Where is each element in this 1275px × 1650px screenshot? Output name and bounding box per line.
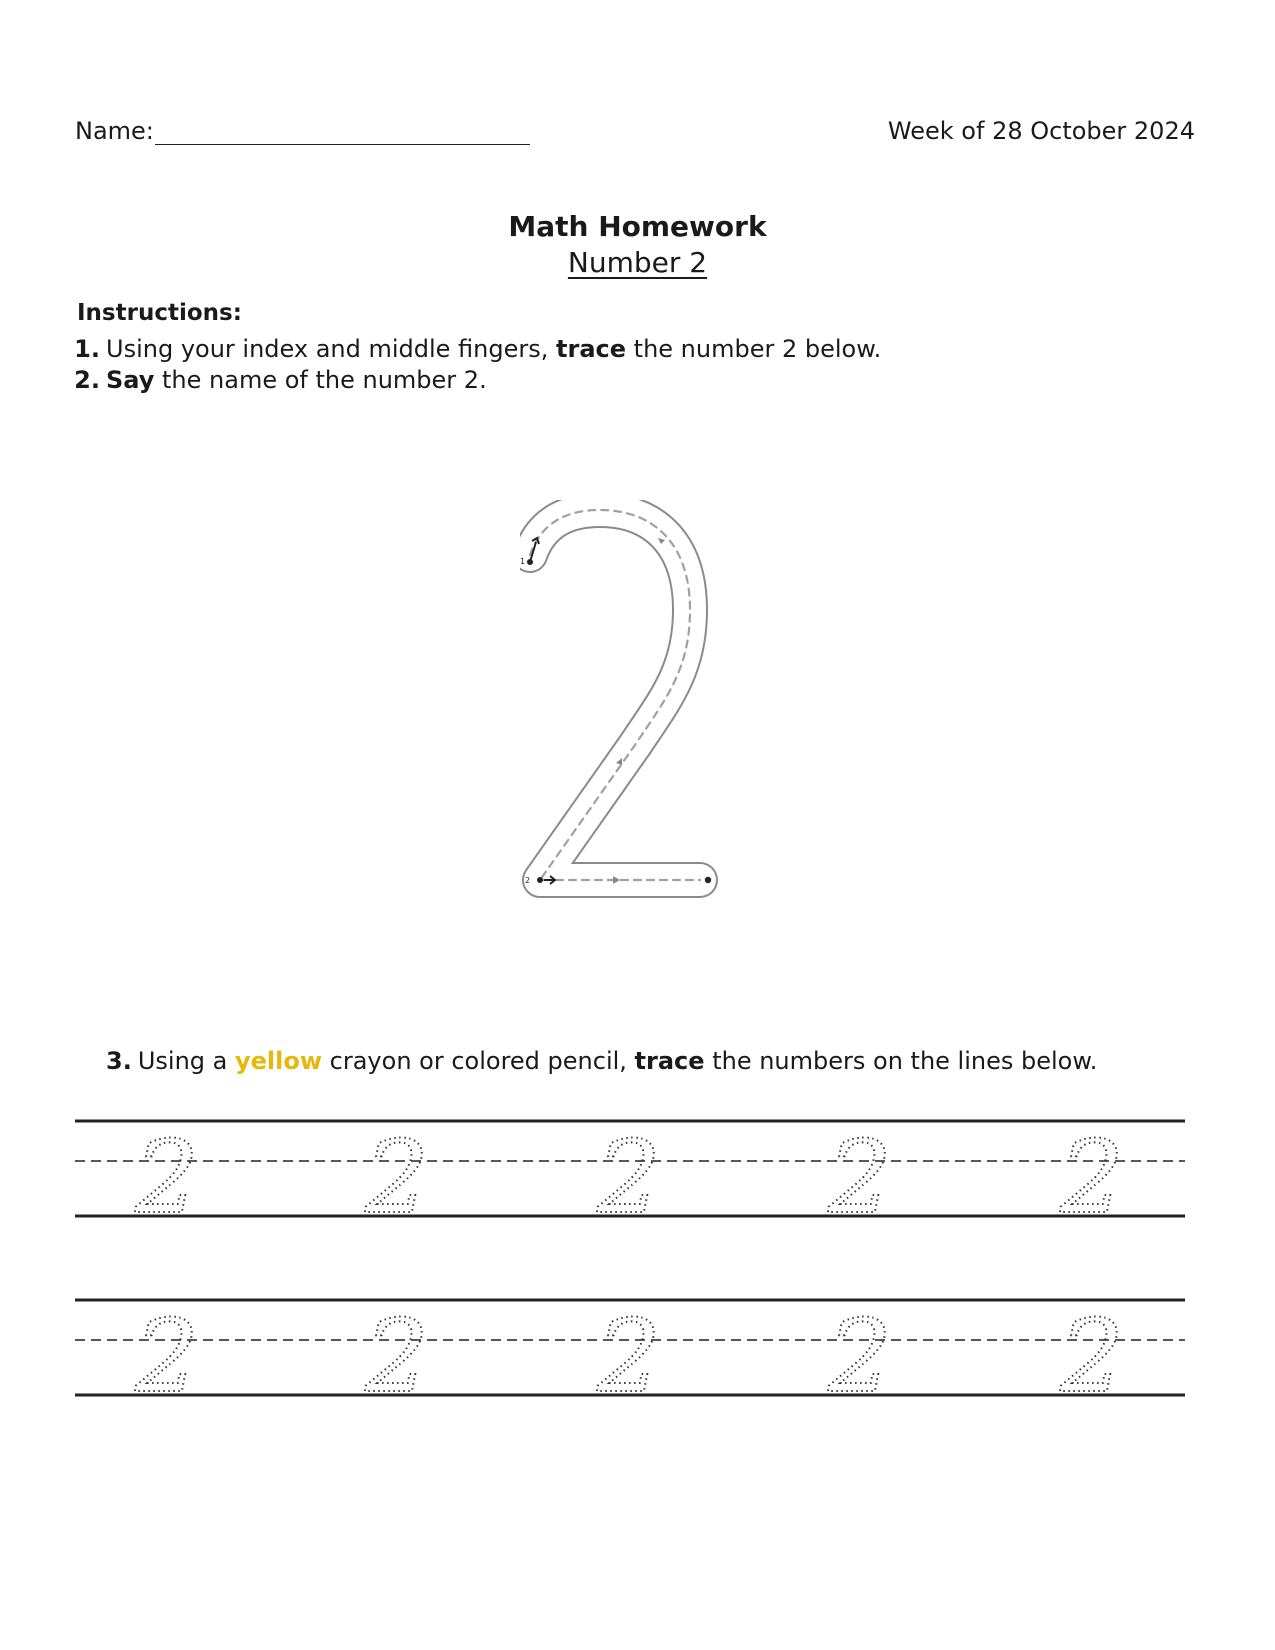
step-text: the numbers on the lines below. xyxy=(704,1047,1098,1075)
step-emphasis: Say xyxy=(106,366,155,394)
step-text: Using a xyxy=(137,1047,235,1075)
step-text: crayon or colored pencil, xyxy=(322,1047,635,1075)
dotted-digit-2[interactable]: 2 xyxy=(828,1298,892,1405)
digit-outline-fill xyxy=(530,510,700,880)
practice-row-1[interactable] xyxy=(75,1116,1185,1226)
page-subtitle xyxy=(0,246,1275,279)
practice-row-2[interactable] xyxy=(75,1295,1185,1405)
week-label: Week of 28 October 2024 xyxy=(887,117,1195,145)
instruction-step-1 xyxy=(72,335,881,363)
number-2-tracing-guide xyxy=(520,500,730,900)
dotted-digit-2[interactable]: 2 xyxy=(1060,1119,1124,1226)
step-emphasis: trace xyxy=(556,335,627,363)
dotted-digit-2[interactable]: 2 xyxy=(597,1119,661,1226)
name-field[interactable] xyxy=(75,117,530,145)
color-word-yellow: yellow xyxy=(234,1047,323,1075)
instruction-step-3 xyxy=(106,1047,1097,1075)
step-number: 2. xyxy=(74,366,100,394)
stroke-2-end-dot xyxy=(705,877,711,883)
subtitle-text: Number 2 xyxy=(567,246,708,279)
step-text: Using your index and middle fingers, xyxy=(106,335,557,363)
name-label: Name: xyxy=(75,117,154,145)
stroke-2-label: 2 xyxy=(525,876,531,885)
dotted-digit-2[interactable]: 2 xyxy=(365,1298,429,1405)
stroke-1-label: 1 xyxy=(520,557,526,566)
instructions-heading: Instructions: xyxy=(77,300,242,326)
step-text: the name of the number 2. xyxy=(154,366,487,394)
page-title: Math Homework xyxy=(508,210,767,243)
step-number: 1. xyxy=(74,335,100,363)
stroke-1-start-dot xyxy=(527,559,533,565)
dotted-digit-2[interactable]: 2 xyxy=(1060,1298,1124,1405)
dotted-digit-2[interactable]: 2 xyxy=(365,1119,429,1226)
dotted-digit-2[interactable]: 2 xyxy=(828,1119,892,1226)
step-text: the number 2 below. xyxy=(626,335,882,363)
dotted-digit-2[interactable]: 2 xyxy=(135,1119,199,1226)
step-number: 3. xyxy=(106,1047,132,1075)
instruction-step-2 xyxy=(72,366,487,394)
name-blank-line[interactable] xyxy=(155,120,530,145)
stroke-2-start-dot xyxy=(537,877,543,883)
step-emphasis: trace xyxy=(634,1047,705,1075)
dotted-digit-2[interactable]: 2 xyxy=(597,1298,661,1405)
dotted-digit-2[interactable]: 2 xyxy=(135,1298,199,1405)
